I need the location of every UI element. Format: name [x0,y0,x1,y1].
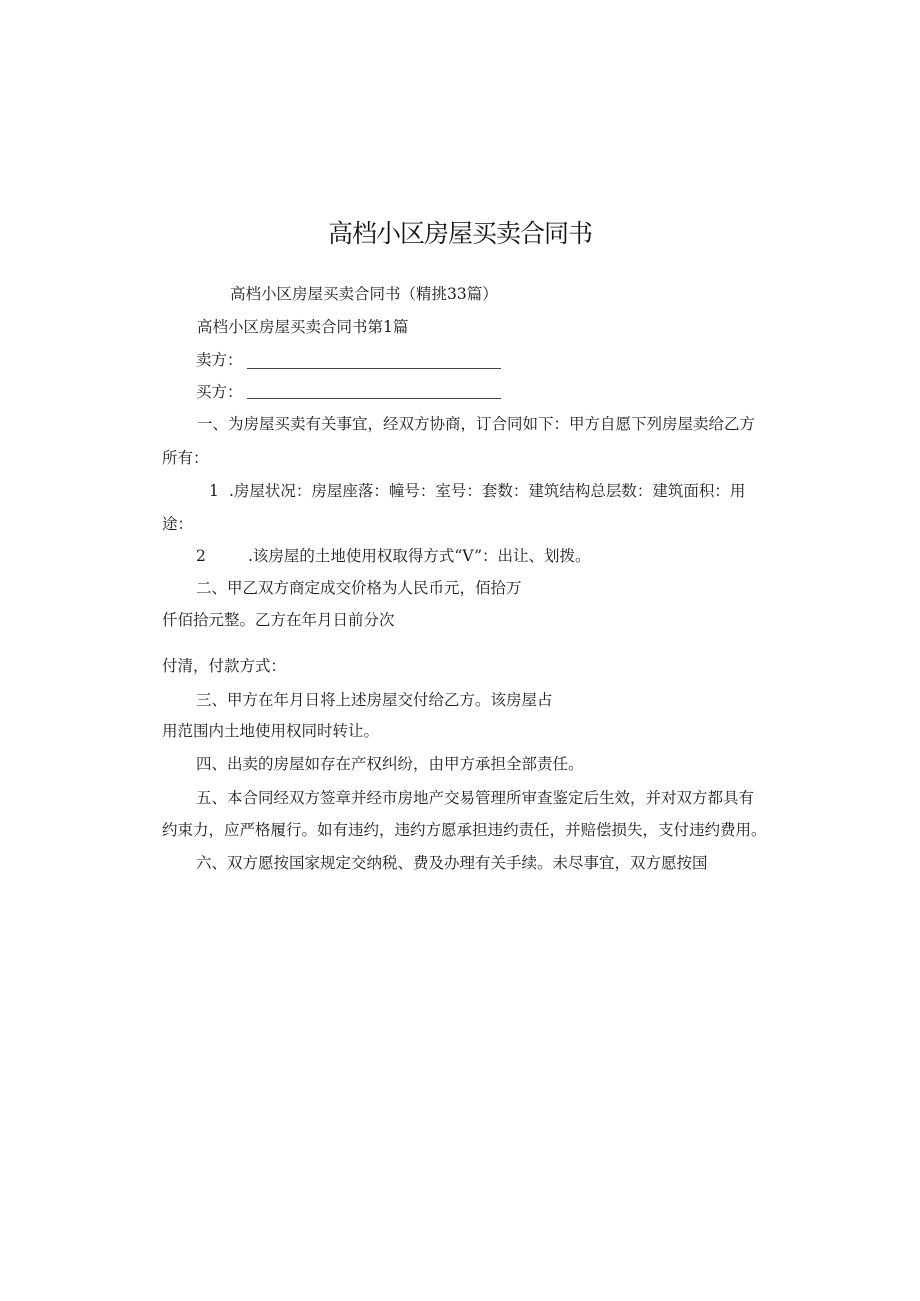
clause-1-line-2: 所有： [162,449,209,467]
section-heading: 高档小区房屋买卖合同书第1篇 [197,318,409,336]
clause-5-line-1: 五、本合同经双方签章并经市房地产交易管理所审查鉴定后生效，并对双方都具有 [196,789,755,807]
clause-4: 四、出卖的房屋如存在产权纠纷，由甲方承担全部责任。 [196,755,584,773]
seller-blank-line [247,368,501,369]
seller-label: 卖方： [196,351,243,369]
clause-2-line-3: 付清，付款方式： [162,657,287,675]
document-subtitle: 高档小区房屋买卖合同书（精挑33篇） [230,285,498,303]
clause-3-line-1: 三、甲方在年月日将上述房屋交付给乙方。该房屋占 [196,691,553,709]
document-title: 高档小区房屋买卖合同书 [327,219,592,248]
clause-5-line-2: 约束力，应严格履行。如有违约，违约方愿承担违约责任，并赔偿损失，支付违约费用。 [162,821,767,839]
clause-2-line-1: 二、甲乙双方商定成交价格为人民币元，佰拾万 [196,579,522,597]
item-2-number: 2 [196,547,206,565]
clause-3-line-2: 用范围内土地使用权同时转让。 [162,722,380,740]
item-1-number: 1 [209,482,219,500]
buyer-blank-line [247,398,501,399]
item-1-line-1: .房屋状况：房屋座落：幢号：室号：套数：建筑结构总层数：建筑面积：用 [229,482,746,500]
clause-2-line-2: 仟佰拾元整。乙方在年月日前分次 [162,611,395,629]
clause-1-line-1: 一、为房屋买卖有关事宜，经双方协商，订合同如下：甲方自愿下列房屋卖给乙方 [197,415,756,433]
item-1-line-2: 途： [162,515,194,533]
clause-6-line-1: 六、双方愿按国家规定交纳税、费及办理有关手续。未尽事宜，双方愿按国 [196,854,708,872]
item-2-text: .该房屋的土地使用权取得方式“V”：出让、划拨。 [248,547,591,565]
buyer-label: 买方： [196,383,243,401]
